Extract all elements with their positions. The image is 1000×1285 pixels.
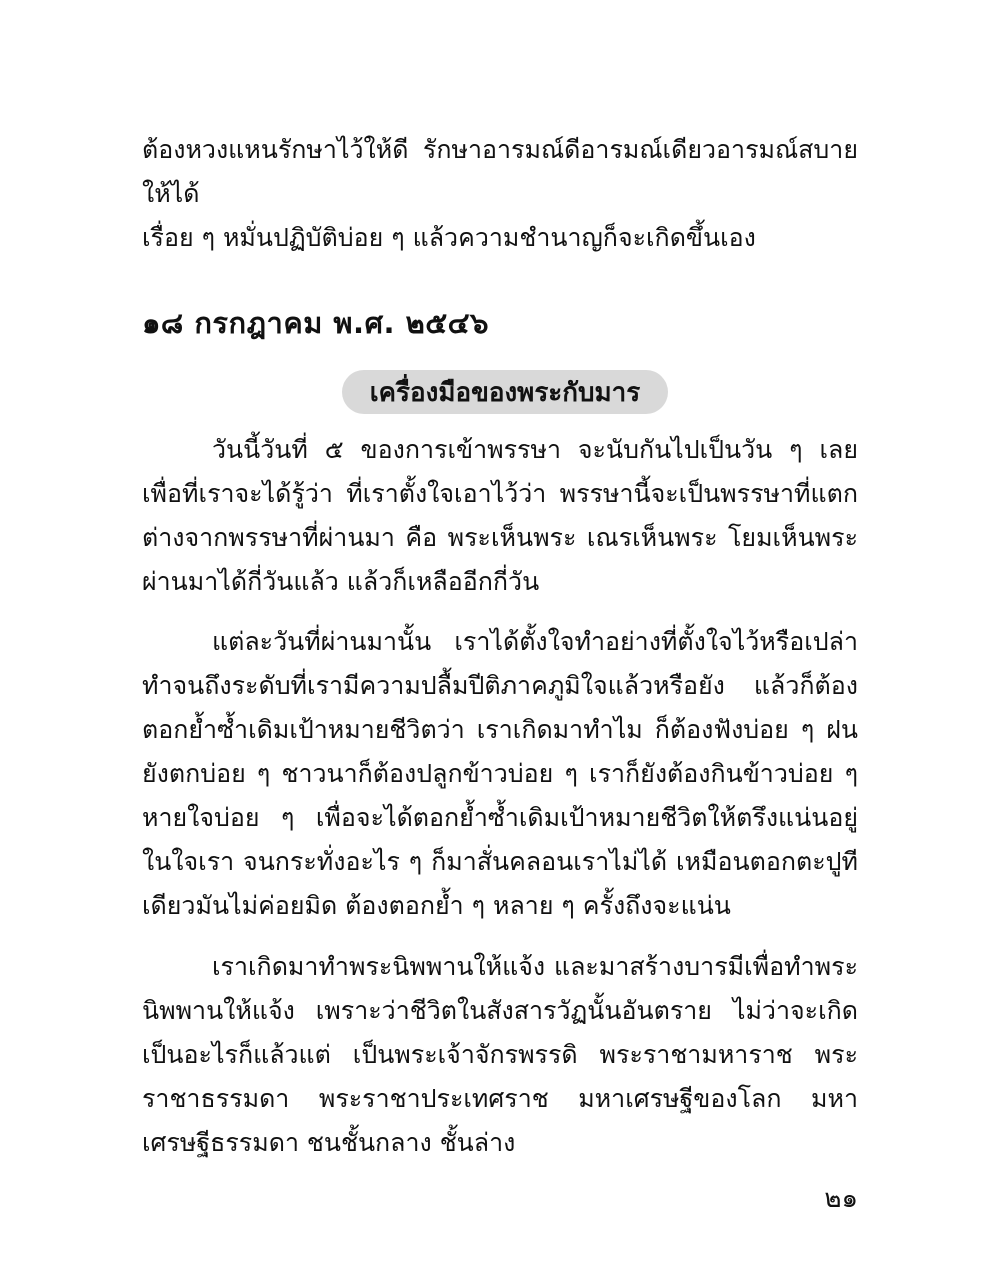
intro-paragraph — [142, 128, 858, 260]
paragraph-2 — [142, 620, 858, 928]
paragraph-1 — [142, 428, 858, 604]
page-number: ๒๑ — [824, 1184, 858, 1214]
intro-line: เรื่อย ๆ หมั่นปฏิบัติบ่อย ๆ แล้วความชำนาญก็จะเกิดขึ้นเอง — [142, 223, 756, 252]
paragraph-3 — [142, 945, 858, 1165]
paragraph-text: วันนี้วันที่ ๕ ของการเข้าพรรษา จะนับกันไปเป็นวัน ๆ เลย เพื่อที่เราจะได้รู้ว่า ที่เราตั้งใจเอาไว้ว่า พรรษานี้จะเป็นพรรษาที่แตกต่างจากพรรษาที่ผ่านมา คือ พระเห็นพระ เณรเห็นพระ โยมเห็นพระ ผ่านมาได้กี่วันแล้ว แล้วก็เหลืออีกกี่วัน — [142, 435, 858, 596]
paragraph-text: แต่ละวันที่ผ่านมานั้น เราได้ตั้งใจทำอย่างที่ตั้งใจไว้หรือเปล่า ทำจนถึงระดับที่เรามีความปลื้มปีติภาคภูมิใจแล้วหรือยัง แล้วก็ต้องตอกย้ำซ้ำเดิมเป้าหมายชีวิตว่า เราเกิดมาทำไม ก็ต้องฟังบ่อย ๆ ฝนยังตกบ่อย ๆ ชาวนาก็ต้องปลูกข้าวบ่อย ๆ เราก็ยังต้องกินข้าวบ่อย ๆ หายใจบ่อย ๆ เพื่อจะได้ตอกย้ำซ้ำเดิมเป้าหมายชีวิตให้ตรึงแน่นอยู่ในใจเรา จนกระทั่งอะไร ๆ ก็มาสั่นคลอนเราไม่ได้ เหมือนตอกตะปูทีเดียวมันไม่ค่อยมิด ต้องตอกย้ำ ๆ หลาย ๆ ครั้งถึงจะแน่น — [142, 627, 858, 920]
date-heading: ๑๘ กรกฎาคม พ.ศ. ๒๕๔๖ — [142, 306, 490, 340]
paragraph-text: เราเกิดมาทำพระนิพพานให้แจ้ง และมาสร้างบารมีเพื่อทำพระนิพพานให้แจ้ง เพราะว่าชีวิตในสังสารวัฏนั้นอันตราย ไม่ว่าจะเกิดเป็นอะไรก็แล้วแต่ เป็นพระเจ้าจักรพรรดิ พระราชามหาราช พระราชาธรรมดา พระราชาประเทศราช มหาเศรษฐีของโลก มหาเศรษฐีธรรมดา ชนชั้นกลาง ชั้นล่าง — [142, 952, 858, 1157]
section-title — [342, 370, 668, 414]
section-title-text: เครื่องมือของพระกับมาร — [369, 377, 641, 408]
intro-line: ต้องหวงแหนรักษาไว้ให้ดี รักษาอารมณ์ดีอารมณ์เดียวอารมณ์สบายให้ได้ — [142, 135, 858, 208]
